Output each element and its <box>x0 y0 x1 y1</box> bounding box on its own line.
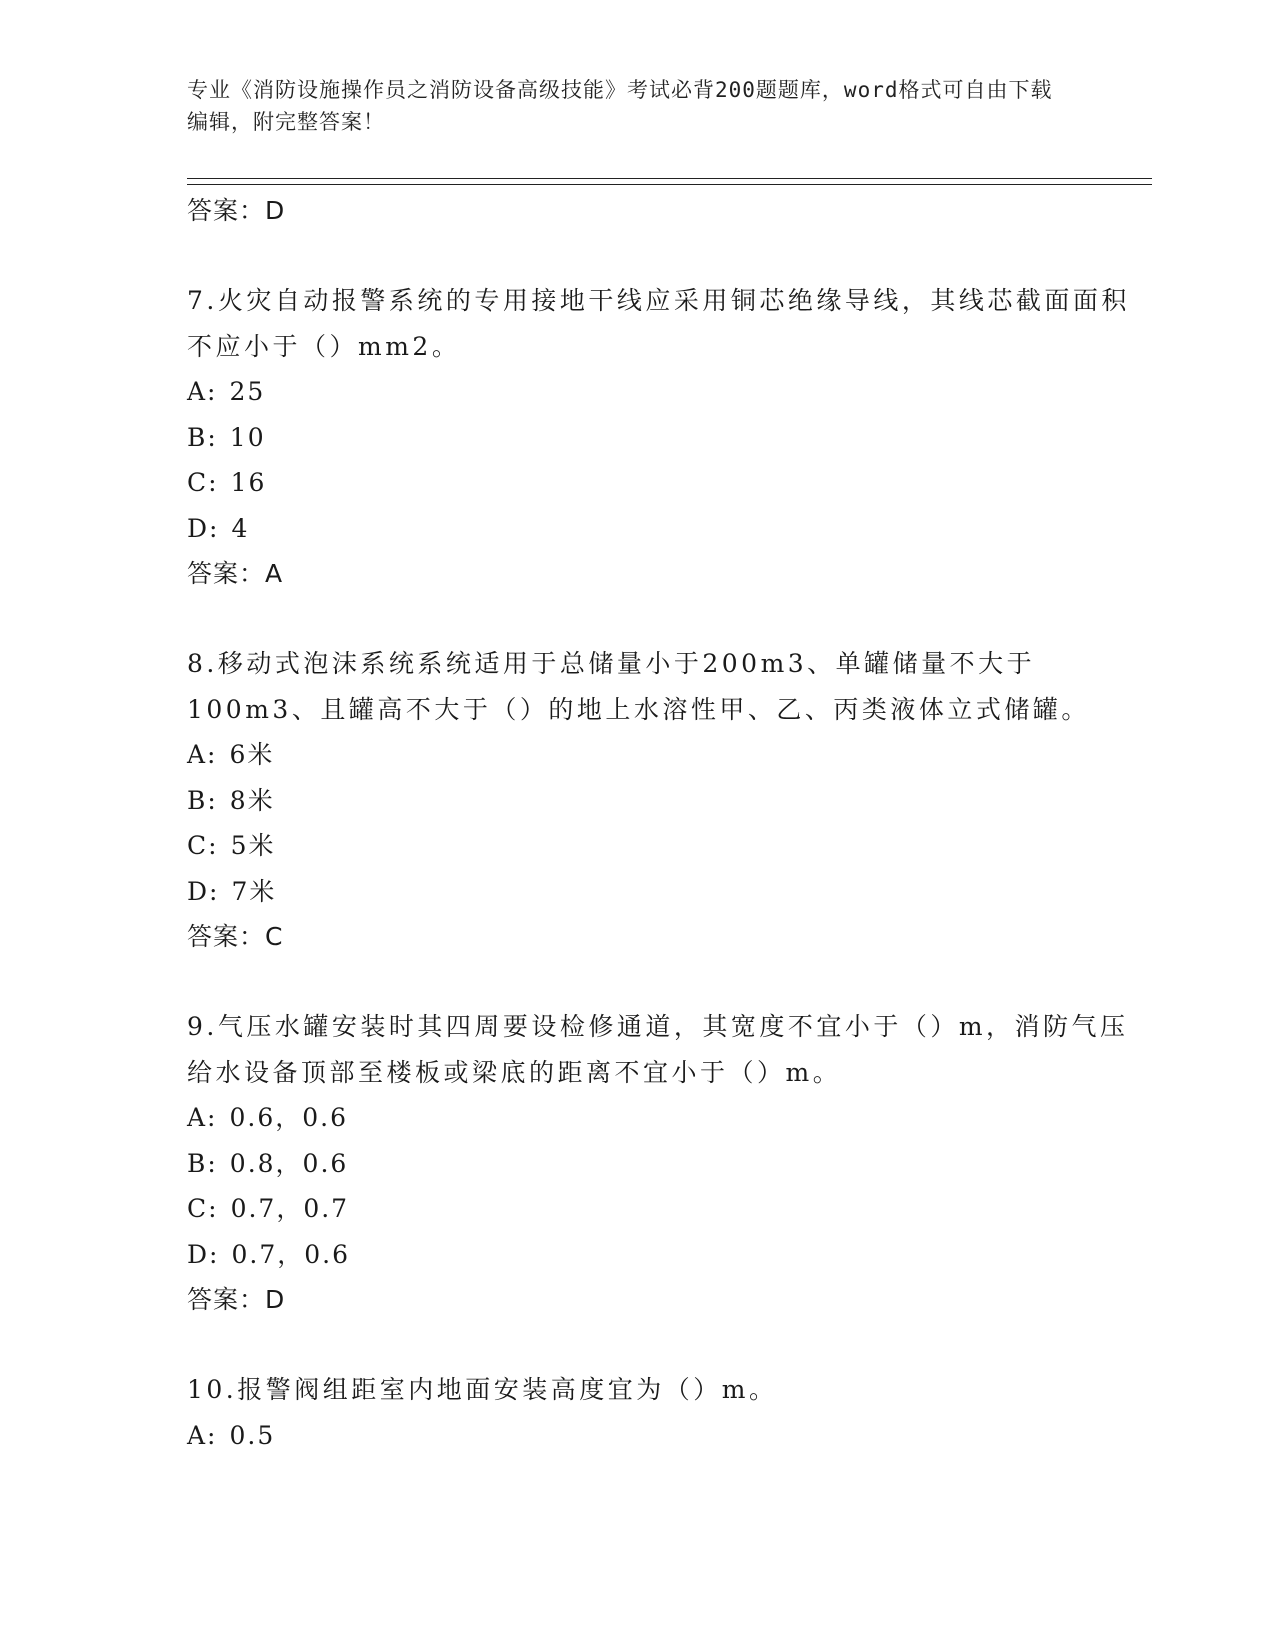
question-text: 8.移动式泡沫系统系统适用于总储量小于200m3、单罐储量不大于100m3、且罐高不大于（）的地上水溶性甲、乙、丙类液体立式储罐。 <box>187 649 1090 724</box>
question-block <box>187 1367 1152 1458</box>
option-line <box>187 415 1152 461</box>
option-key: A: <box>187 1420 218 1450</box>
option-value: 5米 <box>230 831 276 860</box>
option-line <box>187 506 1152 552</box>
question-block <box>187 1004 1152 1322</box>
option-value: 0.8，0.6 <box>229 1148 349 1178</box>
option-key: B: <box>187 785 218 815</box>
option-line <box>187 1095 1152 1141</box>
answer-line: 答案：C <box>187 922 284 951</box>
document-body <box>187 188 1152 1458</box>
option-key: C: <box>187 1194 219 1223</box>
header-rule-top <box>187 178 1152 179</box>
option-line <box>187 869 1152 915</box>
option-line <box>187 1413 1152 1459</box>
option-value: 16 <box>230 468 267 497</box>
answer-line: 答案：D <box>187 1285 286 1314</box>
option-value: 0.6，0.6 <box>229 1103 349 1132</box>
option-key: C: <box>187 831 219 860</box>
option-value: 7米 <box>231 876 277 906</box>
option-key: D: <box>187 1239 220 1269</box>
option-line <box>187 460 1152 506</box>
option-key: A: <box>187 740 218 769</box>
option-value: 8米 <box>229 785 275 815</box>
option-line <box>187 1232 1152 1278</box>
option-line <box>187 369 1152 415</box>
answer-line: 答案：D <box>187 196 286 225</box>
option-line <box>187 732 1152 778</box>
header-rule-bottom <box>187 184 1152 185</box>
question-text: 7.火灾自动报警系统的专用接地干线应采用铜芯绝缘导线，其线芯截面面积不应小于（）mm2。 <box>187 286 1130 361</box>
question-block <box>187 278 1152 596</box>
question-block <box>187 641 1152 959</box>
option-value: 4 <box>231 513 250 543</box>
answer-line: 答案：A <box>187 559 284 588</box>
option-line <box>187 823 1152 869</box>
option-key: D: <box>187 513 220 543</box>
option-line <box>187 1186 1152 1232</box>
option-key: A: <box>187 1103 218 1132</box>
option-key: B: <box>187 422 218 452</box>
option-value: 25 <box>229 377 266 406</box>
option-value: 6米 <box>229 740 275 769</box>
question-text: 9.气压水罐安装时其四周要设检修通道，其宽度不宜小于（）m，消防气压给水设备顶部至楼板或梁底的距离不宜小于（）m。 <box>187 1012 1129 1087</box>
option-line <box>187 778 1152 824</box>
option-key: A: <box>187 377 218 406</box>
option-key: D: <box>187 876 220 906</box>
option-key: B: <box>187 1148 218 1178</box>
option-value: 0.7，0.7 <box>230 1194 350 1223</box>
page-header: 专业《消防设施操作员之消防设备高级技能》考试必背200题题库，word格式可自由下载编辑，附完整答案！ <box>187 78 1053 134</box>
option-key: C: <box>187 468 219 497</box>
option-value: 0.5 <box>229 1420 276 1450</box>
option-line <box>187 1141 1152 1187</box>
option-value: 0.7，0.6 <box>231 1239 350 1269</box>
option-value: 10 <box>229 422 266 452</box>
question-text: 10.报警阀组距室内地面安装高度宜为（）m。 <box>187 1375 778 1404</box>
